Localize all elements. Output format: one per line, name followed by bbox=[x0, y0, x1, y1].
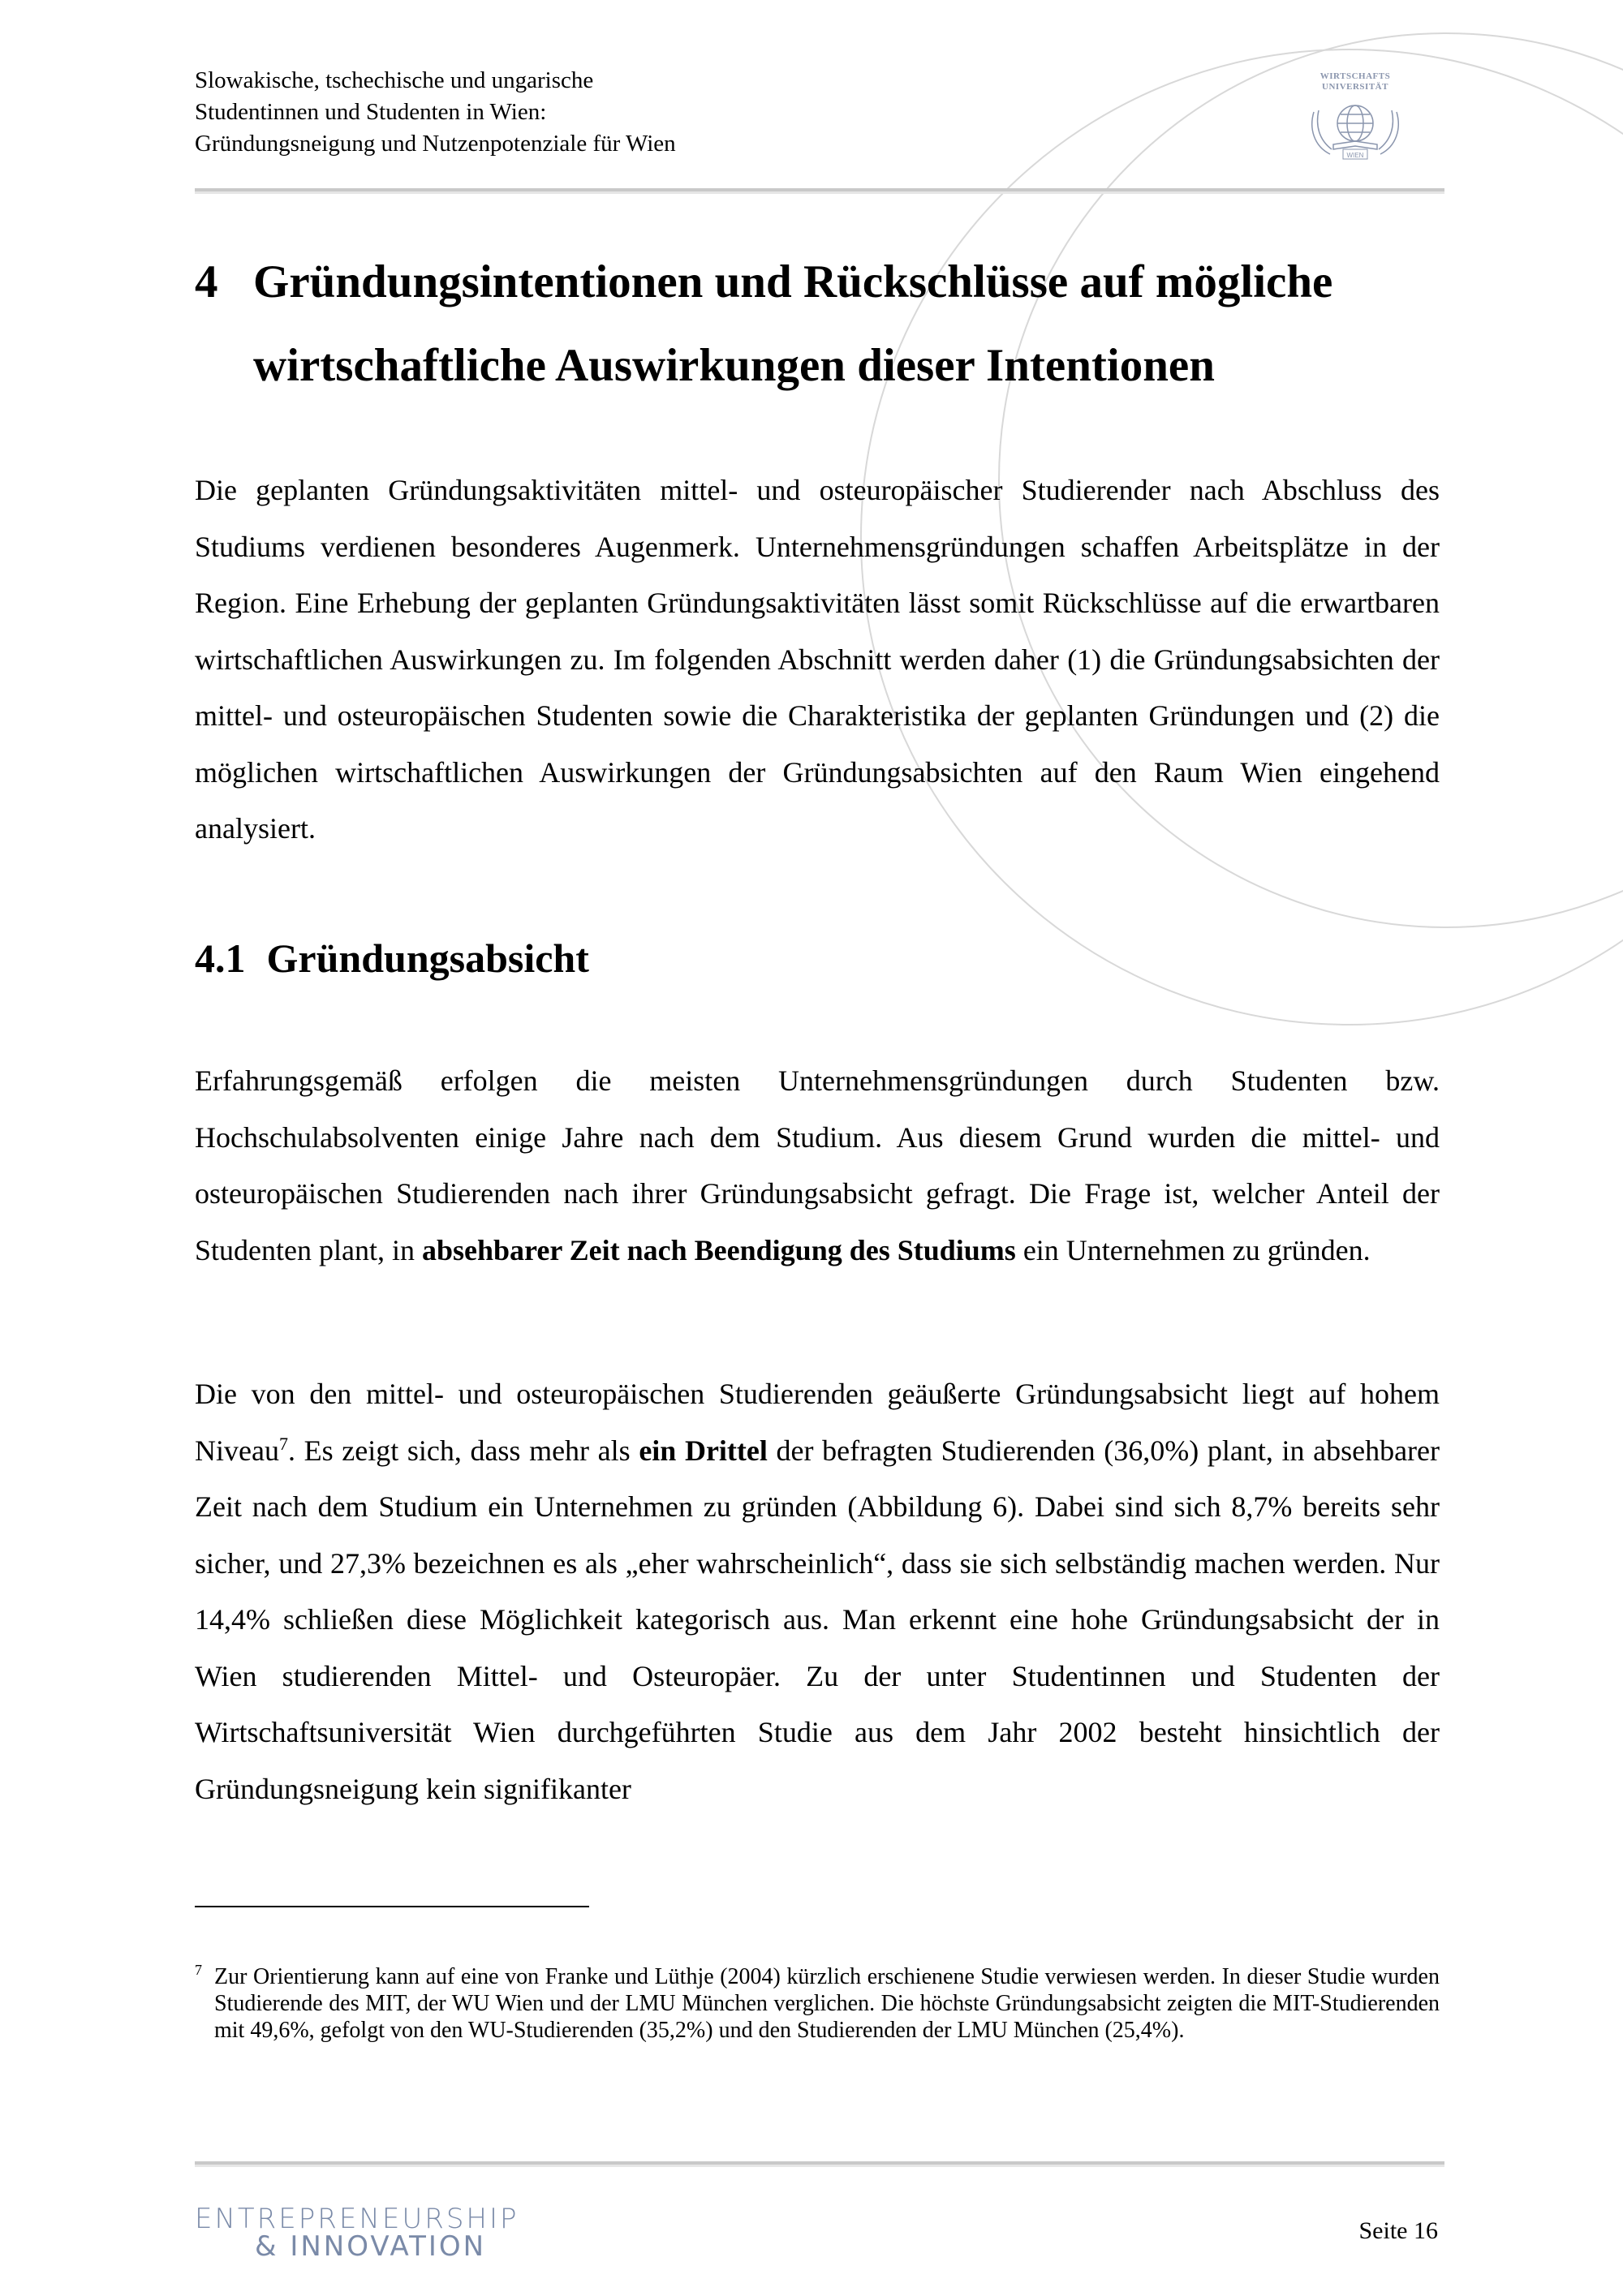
running-title bbox=[195, 65, 1444, 160]
footnote bbox=[195, 1963, 1440, 2044]
paragraph-text: Erfahrungsgemäß erfolgen die meisten Unternehmensgründungen durch Studenten bzw. Hochschulabsolventen einige Jahre nach dem Studium. Aus diesem Grund wurden die mittel- und osteuropäischen Studierenden nach ihrer Gründungsabsicht gefragt. Die Frage ist, welcher Anteil der Studenten plant, in bbox=[195, 1064, 1440, 1266]
running-title-line: Slowakische, tschechische und ungarische bbox=[195, 67, 594, 93]
section-heading bbox=[195, 930, 589, 987]
section-number: 4.1 bbox=[195, 935, 246, 981]
intro-paragraph: Die geplanten Gründungsaktivitäten mittel- und osteuropäischer Studierender nach Abschluss des Studiums verdienen besonderes Augenmerk. Unternehmensgründungen schaffen Arbeitsplätze in der Region. Eine Erhebung der geplanten Gründungsaktivitäten lässt somit Rückschlüsse auf die erwartbaren wirtschaftlichen Auswirkungen zu. Im folgenden Abschnitt werden daher (1) die Gründungsabsichten der mittel- und osteuropäischen Studenten sowie die Charakteristika der geplanten Gründungen und (2) die möglichen wirtschaftlichen Auswirkungen der Gründungsabsichten auf den Raum Wien eingehend analysiert. bbox=[195, 474, 1440, 845]
chapter-title: Gründungsintentionen und Rückschlüsse auf mögliche wirtschaftliche Auswirkungen dieser Intentionen bbox=[253, 256, 1333, 391]
running-title-line: Gründungsneigung und Nutzenpotenziale für Wien bbox=[195, 131, 676, 157]
footnote-reference[interactable]: 7 bbox=[278, 1433, 288, 1454]
globe-book-icon bbox=[1302, 96, 1408, 162]
paragraph-text: ein Unternehmen zu gründen. bbox=[1015, 1233, 1371, 1266]
footnote-separator bbox=[195, 1906, 589, 1907]
section-title: Gründungsabsicht bbox=[266, 935, 589, 981]
page-number: Seite 16 bbox=[1358, 2217, 1438, 2244]
chapter-number: 4 bbox=[195, 256, 218, 307]
chapter-heading bbox=[195, 240, 1461, 407]
university-logo bbox=[1298, 71, 1412, 162]
footer-divider bbox=[195, 2161, 1444, 2167]
paragraph-text: der befragten Studierenden (36,0%) plant, in absehbarer Zeit nach dem Studium ein Unternehmen zu gründen (Abbildung 6). Dabei sind sich 8,7% bereits sehr sicher, und 27,3% bezeichnen es als „eher wahrscheinlich“, dass sie sich selbständig machen werden. Nur 14,4% schließen diese Möglichkeit kategorisch aus. Man erkennt eine hohe Gründungsabsicht der in Wien studierenden Mittel- und Osteuropäer. Zu der unter Studentinnen und Studenten der Wirtschaftsuniversität Wien durchgeführten Studie aus dem Jahr 2002 besteht hinsichtlich der Gründungsneigung kein signifikanter bbox=[195, 1434, 1440, 1805]
entrepreneurship-logo bbox=[195, 2203, 519, 2263]
body-paragraph bbox=[195, 1053, 1440, 1279]
emphasis-text: ein Drittel bbox=[639, 1434, 768, 1467]
logo-wien-text: WIEN bbox=[1346, 152, 1364, 159]
footnote-text: Zur Orientierung kann auf eine von Franke und Lüthje (2004) kürzlich erschienene Studie verwiesen werden. In dieser Studie wurden Studierende des MIT, der WU Wien und der LMU München verglichen. Die höchste Gründungsabsicht zeigten die MIT-Studierenden mit 49,6%, gefolgt von den WU-Studierenden (35,2%) und den Studierenden der LMU München (25,4%). bbox=[214, 1964, 1440, 2043]
running-title-line: Studentinnen und Studenten in Wien: bbox=[195, 99, 547, 125]
page-header bbox=[195, 65, 1444, 160]
footer-logo-line: ENTREPRENEURSHIP bbox=[195, 2203, 519, 2235]
body-paragraph bbox=[195, 1366, 1440, 1817]
header-divider bbox=[195, 188, 1444, 194]
emphasis-text: absehbarer Zeit nach Beendigung des Studiums bbox=[421, 1233, 1016, 1266]
logo-text-line: WIRTSCHAFTS bbox=[1319, 71, 1391, 81]
paragraph-text: . Es zeigt sich, dass mehr als bbox=[287, 1434, 639, 1467]
footnote-mark: 7 bbox=[195, 1962, 202, 1978]
logo-text-line: UNIVERSITÄT bbox=[1322, 82, 1388, 92]
paragraph-text: Die von den mittel- und osteuropäischen Studierenden geäußerte Gründungsabsicht liegt auf hohem Niveau bbox=[195, 1378, 1440, 1467]
footer-logo-line: & INNOVATION bbox=[255, 2230, 487, 2263]
